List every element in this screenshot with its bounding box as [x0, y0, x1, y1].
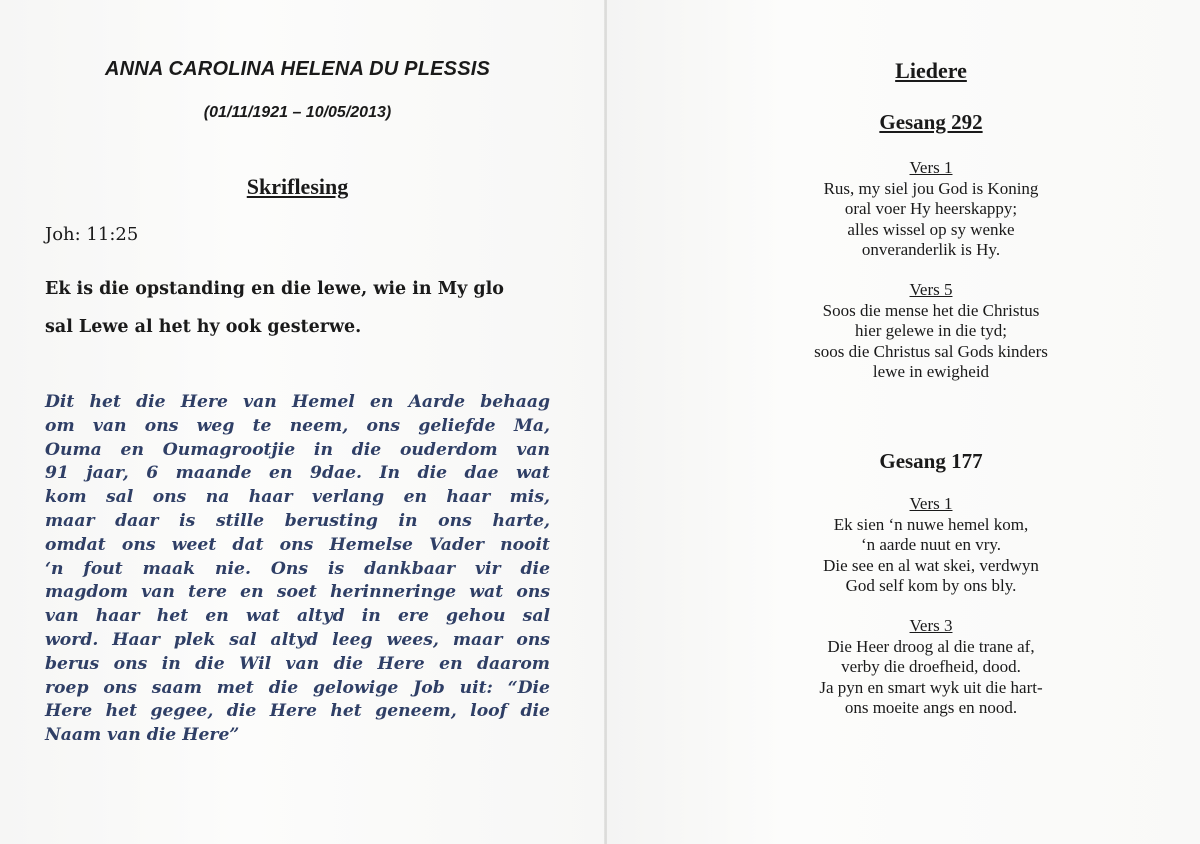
songs-heading: Liedere	[895, 58, 967, 83]
verse-line: Ek sien ‘n nuwe hemel kom,	[833, 514, 1029, 534]
scripture-verse	[45, 270, 555, 346]
tribute-paragraph	[45, 391, 550, 748]
verse-label: Vers 3	[909, 616, 953, 635]
hymn-177-verse-3	[700, 616, 1162, 719]
verse-line: Rus, my siel jou God is Koning	[823, 178, 1039, 198]
hymn-177-verse-1	[700, 494, 1162, 597]
verse-line: onveranderlik is Hy.	[861, 240, 1001, 259]
verse-line: Soos die mense het die Christus	[822, 300, 1040, 320]
tribute-line: Here het gegee, die Here het geneem, loof die	[45, 701, 550, 722]
scripture-reference: Joh: 11:25	[45, 224, 139, 245]
tribute-line: om van ons weg te neem, ons geliefde Ma,	[45, 415, 550, 436]
tribute-line: Dit het die Here van Hemel en Aarde behaag	[45, 392, 550, 412]
verse-line: Ek is die opstanding en die lewe, wie in My glo	[45, 279, 504, 299]
verse-line: sal Lewe al het hy ook gesterwe.	[45, 317, 362, 337]
hymn-title-177: Gesang 177	[879, 449, 983, 473]
tribute-line: Naam van die Here”	[45, 725, 240, 746]
verse-line: God self kom by ons bly.	[845, 576, 1017, 595]
tribute-line: ‘n fout maak nie. Ons is dankbaar vir die	[45, 558, 550, 579]
verse-line: soos die Christus sal Gods kinders	[814, 341, 1048, 361]
verse-line: oral voer Hy heerskappy;	[844, 199, 1018, 218]
tribute-line: maar daar is stille berusting in ons harte,	[45, 510, 550, 531]
tribute-line: berus ons in die Wil van die Here en daarom	[45, 653, 550, 674]
tribute-line: van haar het en wat altyd in ere gehou sal	[45, 606, 550, 627]
life-dates: (01/11/1921 – 10/05/2013)	[203, 104, 392, 121]
verse-line: verby die droefheid, dood.	[841, 657, 1021, 676]
verse-line: ons moeite angs en nood.	[844, 698, 1018, 717]
verse-line: lewe in ewigheid	[872, 362, 990, 381]
verse-line: hier gelewe in die tyd;	[854, 321, 1007, 340]
tribute-line: magdom van tere en soet herinneringe wat ons	[45, 582, 550, 603]
verse-line: ‘n aarde nuut en vry.	[860, 535, 1002, 554]
verse-label: Vers 1	[909, 158, 953, 177]
verse-line: alles wissel op sy wenke	[847, 219, 1015, 239]
hymn-292-verse-1	[700, 158, 1162, 261]
hymn-292-verse-5	[700, 280, 1162, 383]
scripture-reading-title: Skriflesing	[246, 174, 349, 199]
verse-line: Die see en al wat skei, verdwyn	[823, 555, 1039, 575]
deceased-name: ANNA CAROLINA HELENA DU PLESSIS	[104, 58, 491, 80]
tribute-line: omdat ons weet dat ons Hemelse Vader nooit	[45, 534, 550, 555]
verse-label: Vers 1	[909, 494, 953, 513]
tribute-line: Ouma en Oumagrootjie in die ouderdom van	[45, 439, 550, 460]
verse-label: Vers 5	[909, 280, 953, 299]
verse-line: Ja pyn en smart wyk uit die hart-	[819, 677, 1043, 697]
tribute-line: word. Haar plek sal altyd leeg wees, maar ons	[45, 629, 550, 650]
verse-line: Die Heer droog al die trane af,	[827, 636, 1035, 656]
tribute-line: 91 jaar, 6 maande en 9dae. In die dae wat	[45, 463, 550, 484]
tribute-line: roep ons saam met die gelowige Job uit: “Die	[45, 677, 550, 698]
hymn-title-292: Gesang 292	[879, 110, 983, 134]
tribute-line: kom sal ons na haar verlang en haar mis,	[45, 487, 550, 508]
